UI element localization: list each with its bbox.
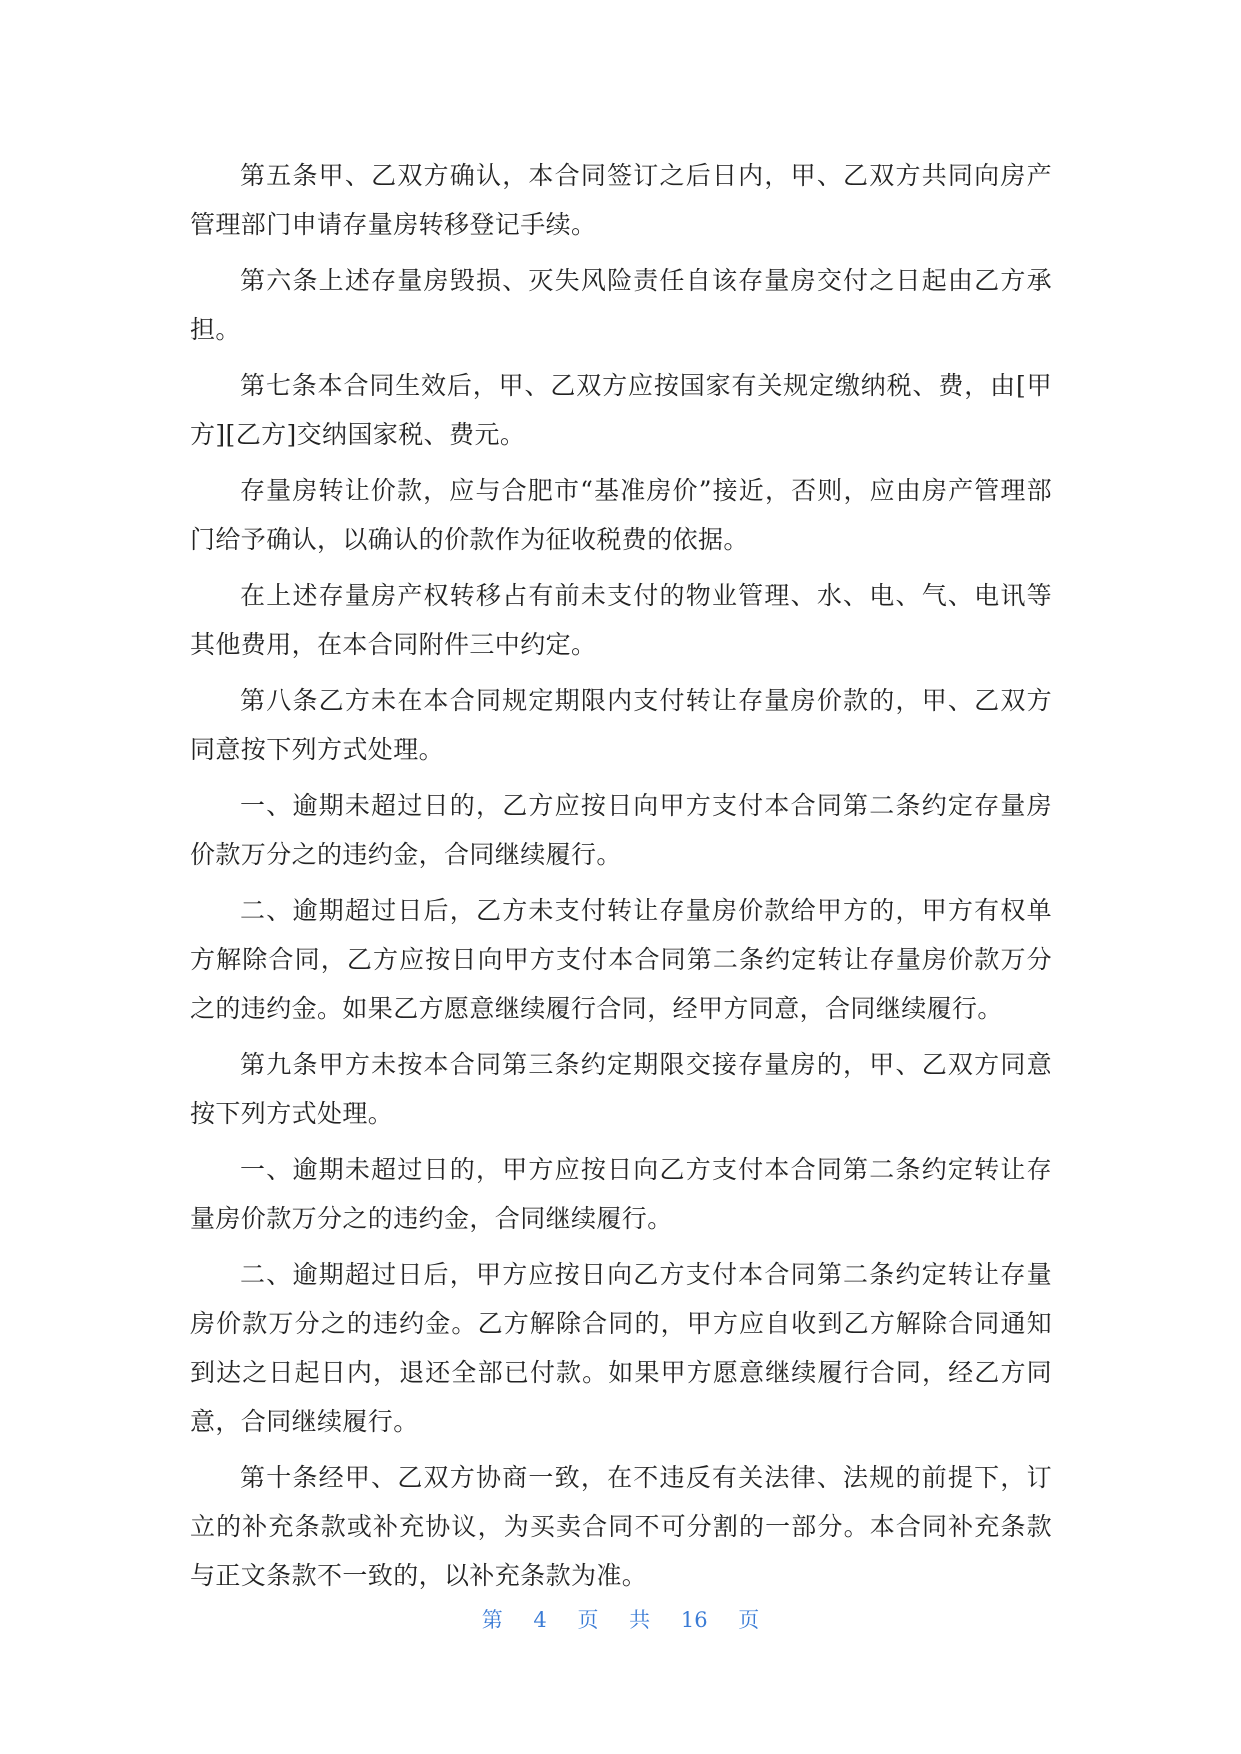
page-footer — [0, 1605, 1241, 1635]
paragraph-transfer-price: 存量房转让价款，应与合肥市“基准房价”接近，否则，应由房产管理部门给予确认，以确认的价款作为征收税费的依据。 — [190, 476, 1052, 554]
paragraph-article-10: 第十条经甲、乙双方协商一致，在不违反有关法律、法规的前提下，订立的补充条款或补充协议，为买卖合同不可分割的一部分。本合同补充条款与正文条款不一致的，以补充条款为准。 — [190, 1463, 1052, 1590]
footer-current-page: 4 — [533, 1608, 547, 1632]
footer-total-pages: 16 — [680, 1608, 708, 1632]
paragraph-article-8-item-1: 一、逾期未超过日的，乙方应按日向甲方支付本合同第二条约定存量房价款万分之的违约金，合同继续履行。 — [190, 791, 1052, 869]
paragraph-article-7: 第七条本合同生效后，甲、乙双方应按国家有关规定缴纳税、费，由[甲方][乙方]交纳国家税、费元。 — [190, 371, 1052, 449]
footer-ye: 页 — [577, 1608, 599, 1632]
paragraph-article-6: 第六条上述存量房毁损、灭失风险责任自该存量房交付之日起由乙方承担。 — [190, 266, 1052, 344]
paragraph-other-fees: 在上述存量房产权转移占有前未支付的物业管理、水、电、气、电讯等其他费用，在本合同附件三中约定。 — [190, 581, 1052, 659]
paragraph-article-9-item-2: 二、逾期超过日后，甲方应按日向乙方支付本合同第二条约定转让存量房价款万分之的违约金。乙方解除合同的，甲方应自收到乙方解除合同通知到达之日起日内，退还全部已付款。如果甲方愿意继续履行合同，经乙方同意，合同继续履行。 — [190, 1260, 1052, 1436]
document-body — [190, 151, 1052, 1607]
paragraph-article-5: 第五条甲、乙双方确认，本合同签订之后日内，甲、乙双方共同向房产管理部门申请存量房转移登记手续。 — [190, 161, 1052, 239]
footer-di: 第 — [481, 1608, 503, 1632]
paragraph-article-8-item-2: 二、逾期超过日后，乙方未支付转让存量房价款给甲方的，甲方有权单方解除合同，乙方应按日向甲方支付本合同第二条约定转让存量房价款万分之的违约金。如果乙方愿意继续履行合同，经甲方同意，合同继续履行。 — [190, 896, 1052, 1023]
footer-gong: 共 — [629, 1608, 651, 1632]
footer-ye-2: 页 — [738, 1608, 760, 1632]
paragraph-article-8: 第八条乙方未在本合同规定期限内支付转让存量房价款的，甲、乙双方同意按下列方式处理。 — [190, 686, 1052, 764]
paragraph-article-9-item-1: 一、逾期未超过日的，甲方应按日向乙方支付本合同第二条约定转让存量房价款万分之的违约金，合同继续履行。 — [190, 1155, 1052, 1233]
paragraph-article-9: 第九条甲方未按本合同第三条约定期限交接存量房的，甲、乙双方同意按下列方式处理。 — [190, 1050, 1052, 1128]
